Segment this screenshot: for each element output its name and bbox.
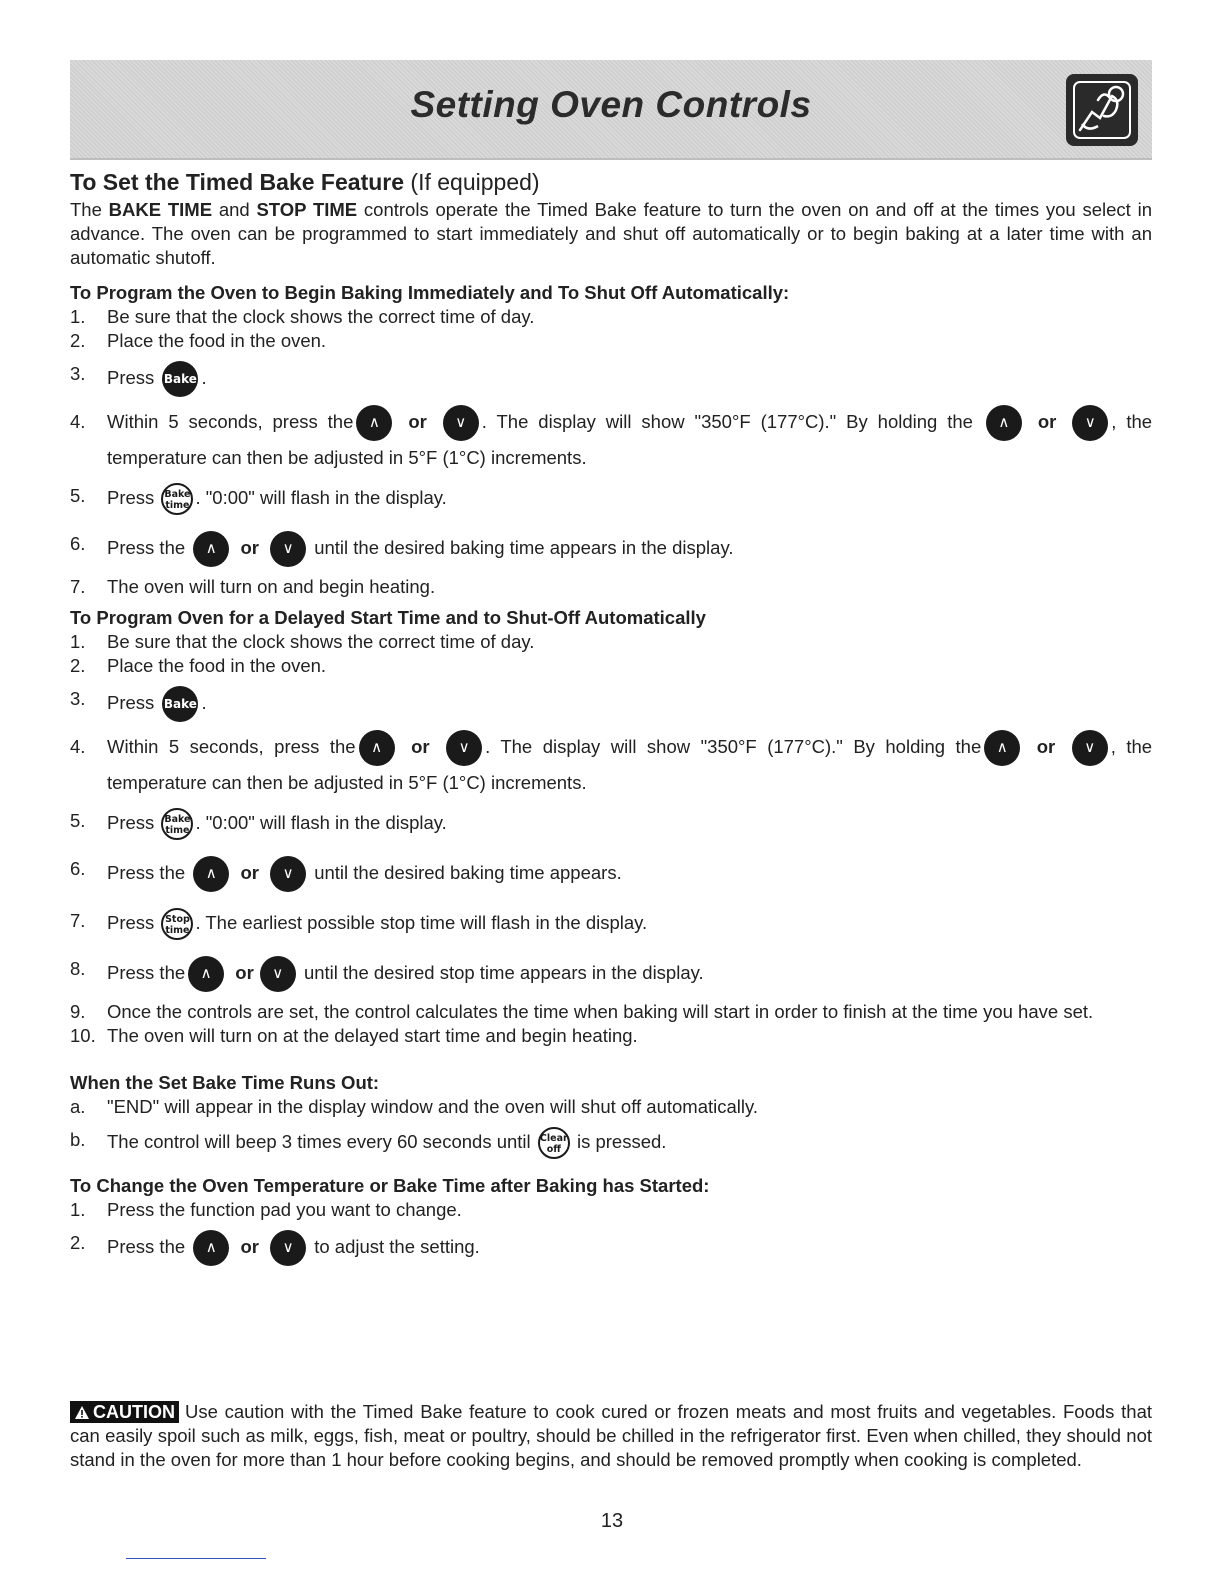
intro-paragraph bbox=[70, 198, 1152, 270]
step-text: The oven will turn on and begin heating. bbox=[107, 576, 436, 598]
step-text: , the bbox=[1111, 411, 1153, 432]
step-text: Be sure that the clock shows the correct time of day. bbox=[107, 306, 535, 327]
step-number: 3. bbox=[70, 688, 86, 710]
caution-text: Use caution with the Timed Bake feature to cook cured or frozen meats and most fruits and vegetables. Foods that can easily spoil such as milk, eggs, fish, meat or poultry, should be chilled in the refrigerator first. Even when chilled, they should not stand in the oven for more than 1 hour before cooking begins, and should be removed promptly when cooking is completed. bbox=[70, 1401, 1152, 1470]
intro-bold: STOP TIME bbox=[256, 199, 358, 220]
step-number: 3. bbox=[70, 363, 86, 384]
down-arrow-key-icon: ∨ bbox=[443, 405, 479, 441]
caution-note bbox=[70, 1400, 1152, 1472]
page-banner bbox=[70, 60, 1152, 160]
down-arrow-key-icon: ∨ bbox=[260, 956, 296, 992]
step-text: . The display will show "350°F (177°C)." By holding the bbox=[481, 411, 973, 432]
caution-badge-text: CAUTION bbox=[93, 1402, 175, 1422]
immediate-heading: To Program the Oven to Begin Baking Immediately and To Shut Off Automatically: bbox=[70, 282, 790, 303]
or-text: or bbox=[240, 537, 259, 558]
step-text: Press bbox=[107, 812, 155, 834]
page-title: Setting Oven Controls bbox=[410, 84, 812, 125]
list-item bbox=[70, 575, 1152, 599]
or-text: or bbox=[240, 862, 259, 884]
list-item bbox=[70, 305, 1152, 329]
step-text: . The earliest possible stop time will flash in the display. bbox=[195, 912, 648, 934]
list-item bbox=[70, 654, 1152, 678]
step-text: Place the food in the oven. bbox=[107, 330, 327, 351]
footer-rule bbox=[126, 1558, 266, 1559]
down-arrow-key-icon: ∨ bbox=[270, 856, 306, 892]
list-item bbox=[70, 1095, 1152, 1119]
step-number: 8. bbox=[70, 958, 86, 980]
step-number: b. bbox=[70, 1129, 86, 1151]
step-text: Press bbox=[107, 692, 155, 713]
list-item bbox=[70, 1198, 1152, 1222]
step-number: 9. bbox=[70, 1001, 86, 1023]
step-text: Press bbox=[107, 366, 155, 388]
step-number: 7. bbox=[70, 910, 86, 932]
down-arrow-key-icon: ∨ bbox=[270, 1230, 306, 1266]
bake-key-icon: Bake bbox=[162, 686, 198, 722]
step-text: . bbox=[201, 366, 207, 388]
list-item bbox=[70, 848, 1152, 900]
list-item bbox=[70, 730, 1152, 800]
step-number: 2. bbox=[70, 1232, 86, 1254]
up-arrow-key-icon: ∧ bbox=[356, 405, 392, 441]
or-text: or bbox=[1036, 736, 1056, 758]
step-number: 5. bbox=[70, 810, 86, 832]
step-text: until the desired baking time appears in the display. bbox=[314, 537, 734, 558]
key-label: off bbox=[546, 1144, 561, 1156]
step-number: 2. bbox=[70, 330, 86, 351]
change-heading: To Change the Oven Temperature or Bake Time after Baking has Started: bbox=[70, 1175, 710, 1197]
or-text: or bbox=[235, 962, 254, 984]
step-number: 6. bbox=[70, 858, 86, 880]
list-item bbox=[70, 900, 1152, 948]
step-text: . "0:00" will flash in the display. bbox=[195, 812, 447, 834]
section-title bbox=[70, 166, 1152, 198]
list-item bbox=[70, 405, 1152, 475]
step-text: is pressed. bbox=[576, 1131, 667, 1153]
page-number: 13 bbox=[600, 1510, 624, 1532]
list-item bbox=[70, 1000, 1152, 1024]
step-number: 2. bbox=[70, 655, 86, 677]
step-number: 6. bbox=[70, 533, 86, 555]
up-arrow-key-icon: ∧ bbox=[193, 856, 229, 892]
step-number: 1. bbox=[70, 631, 86, 653]
key-label: time bbox=[165, 925, 190, 937]
step-text: temperature can then be adjusted in 5°F (1°C) increments. bbox=[107, 772, 587, 794]
key-label: time bbox=[165, 500, 190, 512]
step-number: a. bbox=[70, 1096, 86, 1118]
step-text: "END" will appear in the display window and the oven will shut off automatically. bbox=[107, 1096, 759, 1118]
step-number: 4. bbox=[70, 736, 86, 758]
step-text: Press the function pad you want to change. bbox=[107, 1199, 462, 1221]
step-text: Press the bbox=[107, 962, 186, 984]
or-text: or bbox=[1037, 411, 1057, 432]
up-arrow-key-icon: ∧ bbox=[984, 730, 1020, 766]
step-text: The oven will turn on at the delayed start time and begin heating. bbox=[107, 1025, 638, 1047]
down-arrow-key-icon: ∨ bbox=[1072, 730, 1108, 766]
down-arrow-key-icon: ∨ bbox=[446, 730, 482, 766]
step-text: Press bbox=[107, 912, 155, 934]
intro-text: controls operate the Timed Bake feature to turn the oven on and off at the times you select in advance. The oven can be programmed to start immediately and shut off automatically or to begin baking at a later time with an automatic shutoff. bbox=[70, 199, 1152, 268]
step-text: Press the bbox=[107, 862, 186, 884]
step-text: . "0:00" will flash in the display. bbox=[195, 487, 447, 508]
or-text: or bbox=[408, 411, 427, 432]
list-item bbox=[70, 1222, 1152, 1274]
intro-bold: BAKE TIME bbox=[108, 199, 213, 220]
step-text: Place the food in the oven. bbox=[107, 655, 327, 677]
intro-text: The bbox=[70, 199, 109, 220]
section-title-note: (If equipped) bbox=[410, 169, 540, 195]
clear-off-key-icon bbox=[538, 1127, 570, 1159]
delayed-heading: To Program Oven for a Delayed Start Time and to Shut-Off Automatically bbox=[70, 607, 706, 629]
step-number: 1. bbox=[70, 1199, 86, 1221]
or-text: or bbox=[240, 1236, 259, 1258]
step-text: . bbox=[201, 692, 207, 713]
up-arrow-key-icon: ∧ bbox=[193, 531, 229, 567]
key-label: Bake bbox=[164, 489, 191, 501]
step-text: Be sure that the clock shows the correct time of day. bbox=[107, 631, 535, 653]
step-text: Press the bbox=[107, 537, 186, 558]
bake-time-key-icon bbox=[161, 808, 193, 840]
list-item bbox=[70, 1024, 1152, 1048]
step-text: , the bbox=[1110, 736, 1153, 758]
step-number: 4. bbox=[70, 411, 86, 432]
list-item bbox=[70, 475, 1152, 523]
key-label: time bbox=[165, 825, 190, 837]
step-text: . The display will show "350°F (177°C)." By holding the bbox=[485, 736, 982, 758]
up-arrow-key-icon: ∧ bbox=[359, 730, 395, 766]
main-content bbox=[70, 166, 1152, 1274]
list-item bbox=[70, 800, 1152, 848]
list-item bbox=[70, 523, 1152, 575]
or-text: or bbox=[411, 736, 430, 758]
step-text: Within 5 seconds, press the bbox=[107, 411, 354, 432]
warning-icon bbox=[74, 1405, 90, 1420]
step-text: The control will beep 3 times every 60 seconds until bbox=[107, 1131, 531, 1153]
bake-key-icon: Bake bbox=[162, 361, 198, 397]
step-number: 1. bbox=[70, 306, 86, 327]
key-label: Bake bbox=[164, 814, 191, 826]
down-arrow-key-icon: ∨ bbox=[270, 531, 306, 567]
list-item bbox=[70, 630, 1152, 654]
runs-out-heading: When the Set Bake Time Runs Out: bbox=[70, 1072, 380, 1094]
up-arrow-key-icon: ∧ bbox=[193, 1230, 229, 1266]
stop-time-key-icon bbox=[161, 908, 193, 940]
down-arrow-key-icon: ∨ bbox=[1072, 405, 1108, 441]
step-text: temperature can then be adjusted in 5°F (1°C) increments. bbox=[107, 447, 587, 469]
step-text: Press bbox=[107, 487, 155, 508]
list-item bbox=[70, 329, 1152, 353]
list-item bbox=[70, 1119, 1152, 1167]
step-number: 7. bbox=[70, 576, 86, 598]
step-number: 10. bbox=[70, 1025, 96, 1047]
step-text: Once the controls are set, the control calculates the time when baking will start in order to finish at the time you have set. bbox=[107, 1001, 1094, 1023]
step-text: to adjust the setting. bbox=[314, 1236, 480, 1258]
up-arrow-key-icon: ∧ bbox=[188, 956, 224, 992]
list-item bbox=[70, 948, 1152, 1000]
caution-badge bbox=[70, 1401, 179, 1423]
intro-text: and bbox=[212, 199, 257, 220]
list-item bbox=[70, 678, 1152, 730]
step-text: Press the bbox=[107, 1236, 186, 1258]
step-number: 5. bbox=[70, 485, 86, 507]
up-arrow-key-icon: ∧ bbox=[986, 405, 1022, 441]
step-text: until the desired stop time appears in the display. bbox=[303, 962, 704, 984]
key-label: Stop bbox=[165, 914, 190, 926]
list-item bbox=[70, 353, 1152, 405]
oven-hand-icon bbox=[1066, 74, 1138, 146]
step-text: Within 5 seconds, press the bbox=[107, 736, 356, 758]
key-label: Clear bbox=[539, 1133, 568, 1145]
step-text: until the desired baking time appears. bbox=[314, 862, 622, 884]
section-title-text: To Set the Timed Bake Feature bbox=[70, 169, 405, 195]
bake-time-key-icon bbox=[161, 483, 193, 515]
